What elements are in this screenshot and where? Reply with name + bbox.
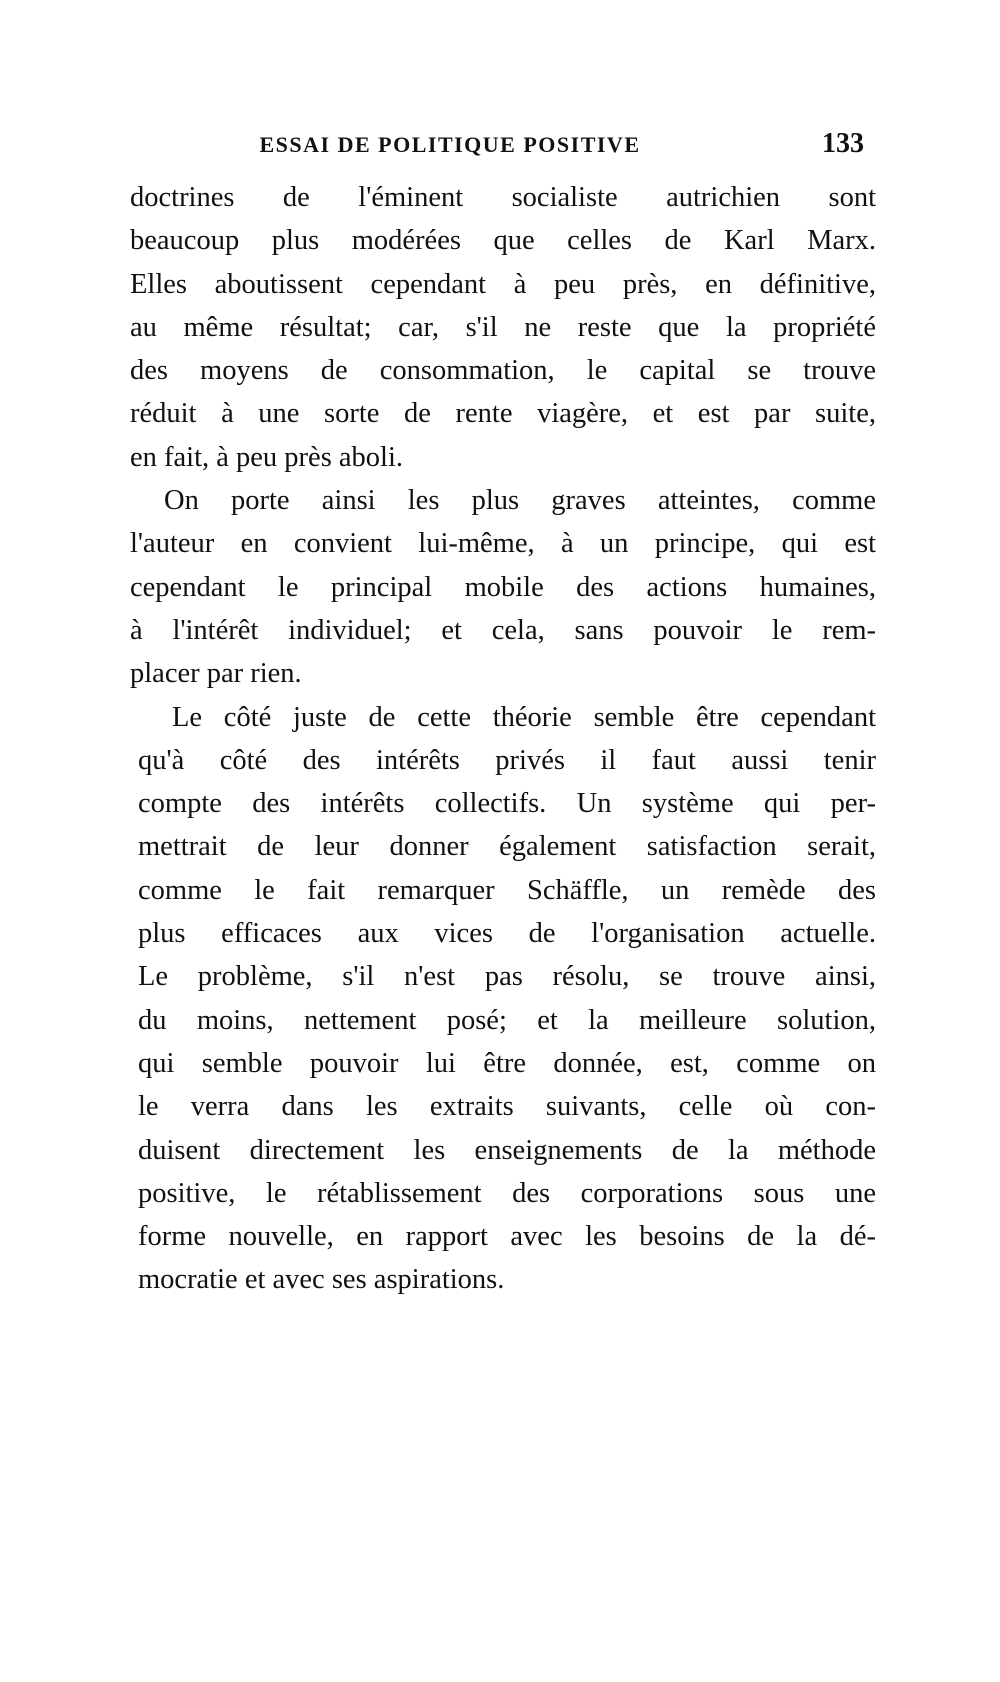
page-number: 133 xyxy=(822,128,864,159)
text-line: duisent directement les enseignements de la méthode xyxy=(138,1134,876,1166)
text-line: cependant le principal mobile des actions humaines, xyxy=(130,571,876,603)
text-line: réduit à une sorte de rente viagère, et est par suite, xyxy=(130,398,876,430)
text-line: positive, le rétablissement des corporations sous une xyxy=(138,1177,876,1209)
paragraph-2 xyxy=(130,479,876,695)
text-line: le verra dans les extraits suivants, celle où con- xyxy=(138,1091,876,1123)
text-line: compte des intérêts collectifs. Un système qui per- xyxy=(138,788,876,820)
text-line: au même résultat; car, s'il ne reste que la propriété xyxy=(130,311,876,343)
text-line: forme nouvelle, en rapport avec les besoins de la dé- xyxy=(138,1221,876,1253)
running-header xyxy=(130,128,870,164)
text-line: Le côté juste de cette théorie semble être cependant xyxy=(172,701,876,733)
text-line: des moyens de consommation, le capital se trouve xyxy=(130,355,876,387)
text-line: Le problème, s'il n'est pas résolu, se trouve ainsi, xyxy=(138,961,876,993)
text-line: beaucoup plus modérées que celles de Karl Marx. xyxy=(130,225,876,257)
paragraph-3 xyxy=(130,696,876,1302)
text-line: en fait, à peu près aboli. xyxy=(130,441,404,473)
text-line: à l'intérêt individuel; et cela, sans pouvoir le rem- xyxy=(130,614,876,646)
text-line: On porte ainsi les plus graves atteintes, comme xyxy=(164,485,876,517)
text-line: mettrait de leur donner également satisfaction serait, xyxy=(138,831,876,863)
paragraph-1 xyxy=(130,176,876,479)
running-title: ESSAI DE POLITIQUE POSITIVE xyxy=(259,132,641,157)
text-line: mocratie et avec ses aspirations. xyxy=(138,1264,505,1296)
text-line: Elles aboutissent cependant à peu près, en définitive, xyxy=(130,268,876,300)
text-line: doctrines de l'éminent socialiste autrichien sont xyxy=(130,182,876,213)
body-text xyxy=(130,176,876,1302)
text-line: du moins, nettement posé; et la meilleure solution, xyxy=(138,1004,876,1036)
text-line: qu'à côté des intérêts privés il faut aussi tenir xyxy=(138,744,876,776)
text-line: qui semble pouvoir lui être donnée, est, comme on xyxy=(138,1047,876,1079)
text-line: comme le fait remarquer Schäffle, un remède des xyxy=(138,874,876,906)
text-line: plus efficaces aux vices de l'organisation actuelle. xyxy=(138,918,876,950)
text-line: placer par rien. xyxy=(130,658,302,690)
text-line: l'auteur en convient lui-même, à un principe, qui est xyxy=(130,528,876,560)
